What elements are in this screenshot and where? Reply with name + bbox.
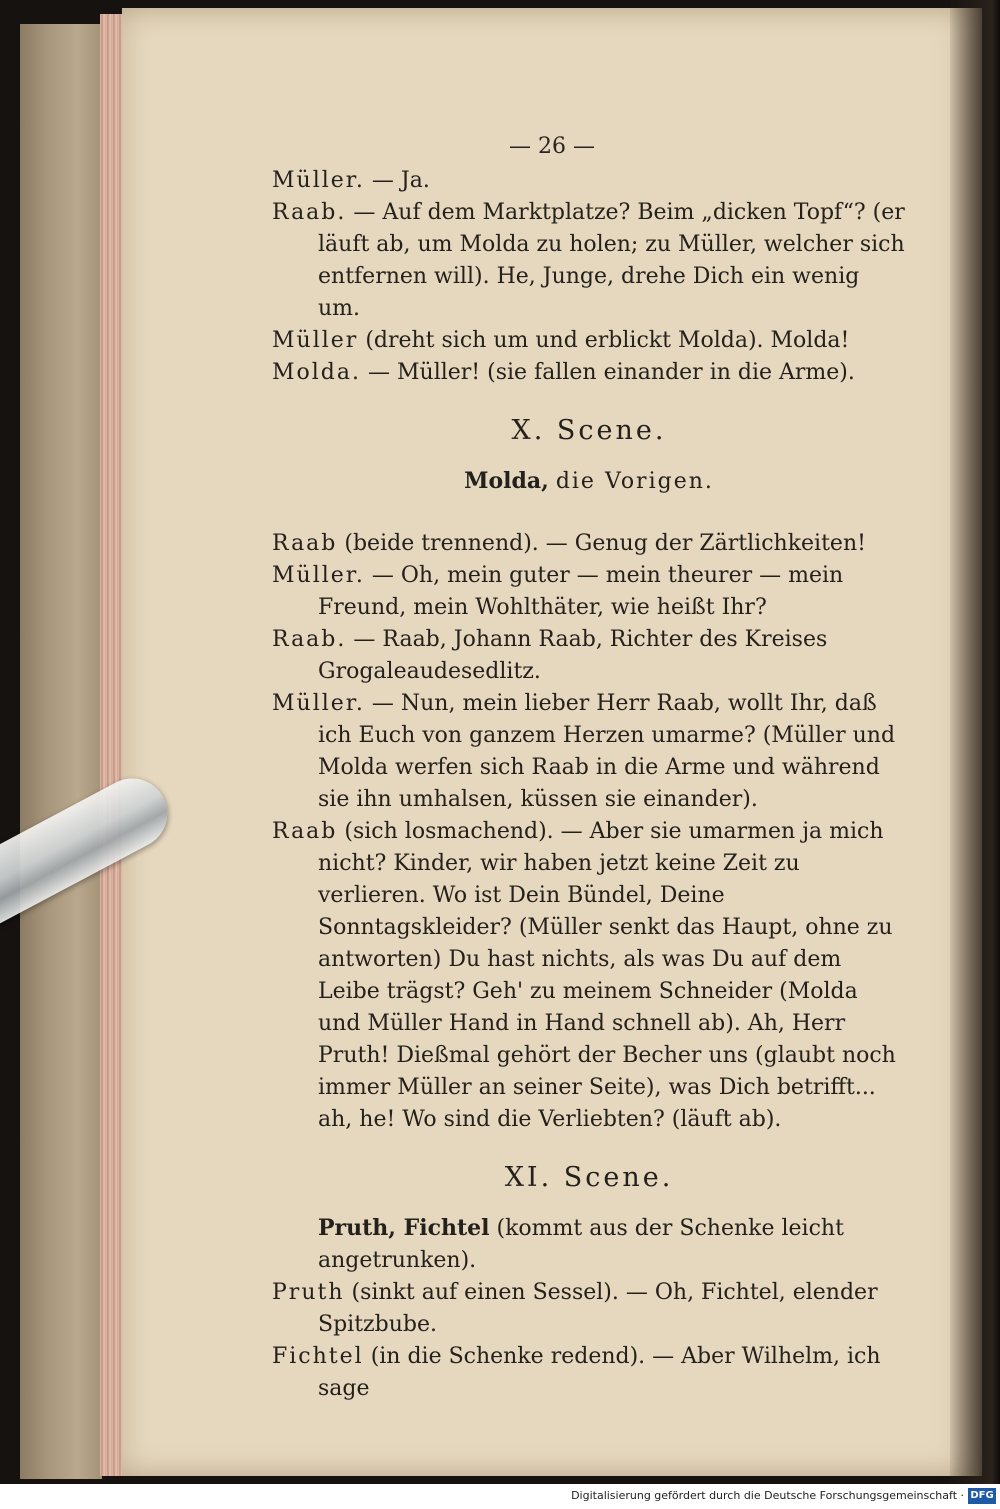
dialogue-line bbox=[272, 325, 906, 357]
dialogue-text: (in die Schenke redend). — Aber Wilhelm, ich sage bbox=[318, 1344, 881, 1401]
dialogue-text: — Raab, Johann Raab, Richter des Kreises Grogaleaudesedlitz. bbox=[318, 627, 828, 684]
cast-rest: die Vorigen. bbox=[555, 469, 714, 494]
dialogue-line bbox=[272, 624, 906, 688]
speaker-name: Raab. bbox=[272, 627, 347, 652]
dialogue-line bbox=[272, 1277, 906, 1341]
speaker-name: Fichtel bbox=[272, 1344, 364, 1369]
speaker-name: Pruth bbox=[272, 1280, 345, 1305]
dialogue-line bbox=[272, 528, 906, 560]
footer-credit: Digitalisierung gefördert durch die Deutsche Forschungsgemeinschaft · bbox=[571, 1489, 964, 1502]
page-text bbox=[272, 165, 906, 1405]
cast-names: Pruth, Fichtel bbox=[318, 1215, 490, 1241]
dialogue-line bbox=[272, 688, 906, 816]
speaker-name: Müller. bbox=[272, 691, 365, 716]
digitization-footer bbox=[0, 1484, 1000, 1509]
dialogue-text: — Nun, mein lieber Herr Raab, wollt Ihr, daß ich Euch von ganzem Herzen umarme? (Müller und Molda werfen sich Raab in die Arme und während sie ihn umhalsen, küssen sie einander). bbox=[318, 691, 896, 812]
dialogue-line bbox=[272, 165, 906, 197]
dfg-logo: DFG bbox=[968, 1488, 996, 1504]
page-number: — 26 — bbox=[509, 134, 595, 159]
dialogue-text: — Auf dem Marktplatze? Beim „dicken Topf“? (er läuft ab, um Molda zu holen; zu Müller, welcher sich entfernen will). He, Junge, drehe Dich ein wenig um. bbox=[318, 200, 905, 321]
dialogue-line bbox=[272, 357, 906, 389]
dialogue-text: (dreht sich um und erblickt Molda). Molda! bbox=[365, 328, 850, 353]
cast-rest: (kommt aus der Schenke leicht angetrunken). bbox=[318, 1216, 844, 1273]
cast-names: Molda, bbox=[464, 468, 549, 494]
page-gutter-shadow bbox=[950, 0, 1000, 1484]
dialogue-text: (beide trennend). — Genug der Zärtlichkeiten! bbox=[344, 531, 866, 556]
speaker-name: Raab bbox=[272, 819, 338, 844]
dialogue-text: (sinkt auf einen Sessel). — Oh, Fichtel, elender Spitzbube. bbox=[318, 1280, 878, 1337]
dialogue-line bbox=[272, 560, 906, 624]
scene-cast-xi bbox=[272, 1212, 906, 1277]
dialogue-line bbox=[272, 197, 906, 325]
dialogue-text: — Ja. bbox=[371, 168, 430, 193]
dialogue-line bbox=[272, 1341, 906, 1405]
speaker-name: Raab. bbox=[272, 200, 347, 225]
page-edges bbox=[100, 14, 122, 1476]
dialogue-line bbox=[272, 816, 906, 1136]
dialogue-text: — Müller! (sie fallen einander in die Arme). bbox=[368, 360, 855, 385]
dialogue-text: — Oh, mein guter — mein theurer — mein Freund, mein Wohlthäter, wie heißt Ihr? bbox=[318, 563, 844, 620]
dialogue-text: (sich losmachend). — Aber sie umarmen ja mich nicht? Kinder, wir haben jetzt keine Zeit zu verlieren. Wo ist Dein Bündel, Deine Sonntagskleider? (Müller senkt das Haupt, ohne zu antworten) Du hast nichts, als was Du auf dem Leibe trägst? Geh' zu meinem Schneider (Molda und Müller Hand in Hand schnell ab). Ah, Herr Pruth! Dießmal gehört der Becher uns (glaubt noch immer Müller an seiner Seite), was Dich betrifft... ah, he! Wo sind die Verliebten? (läuft ab). bbox=[318, 819, 896, 1132]
speaker-name: Müller. bbox=[272, 563, 365, 588]
speaker-name: Raab bbox=[272, 531, 338, 556]
speaker-name: Müller. bbox=[272, 168, 365, 193]
scene-cast-x bbox=[272, 465, 906, 498]
scene-heading-xi: XI. Scene. bbox=[504, 1162, 674, 1193]
book-cover-board bbox=[20, 24, 102, 1479]
speaker-name: Müller bbox=[272, 328, 359, 353]
scene-heading-x: X. Scene. bbox=[511, 415, 667, 446]
speaker-name: Molda. bbox=[272, 360, 361, 385]
